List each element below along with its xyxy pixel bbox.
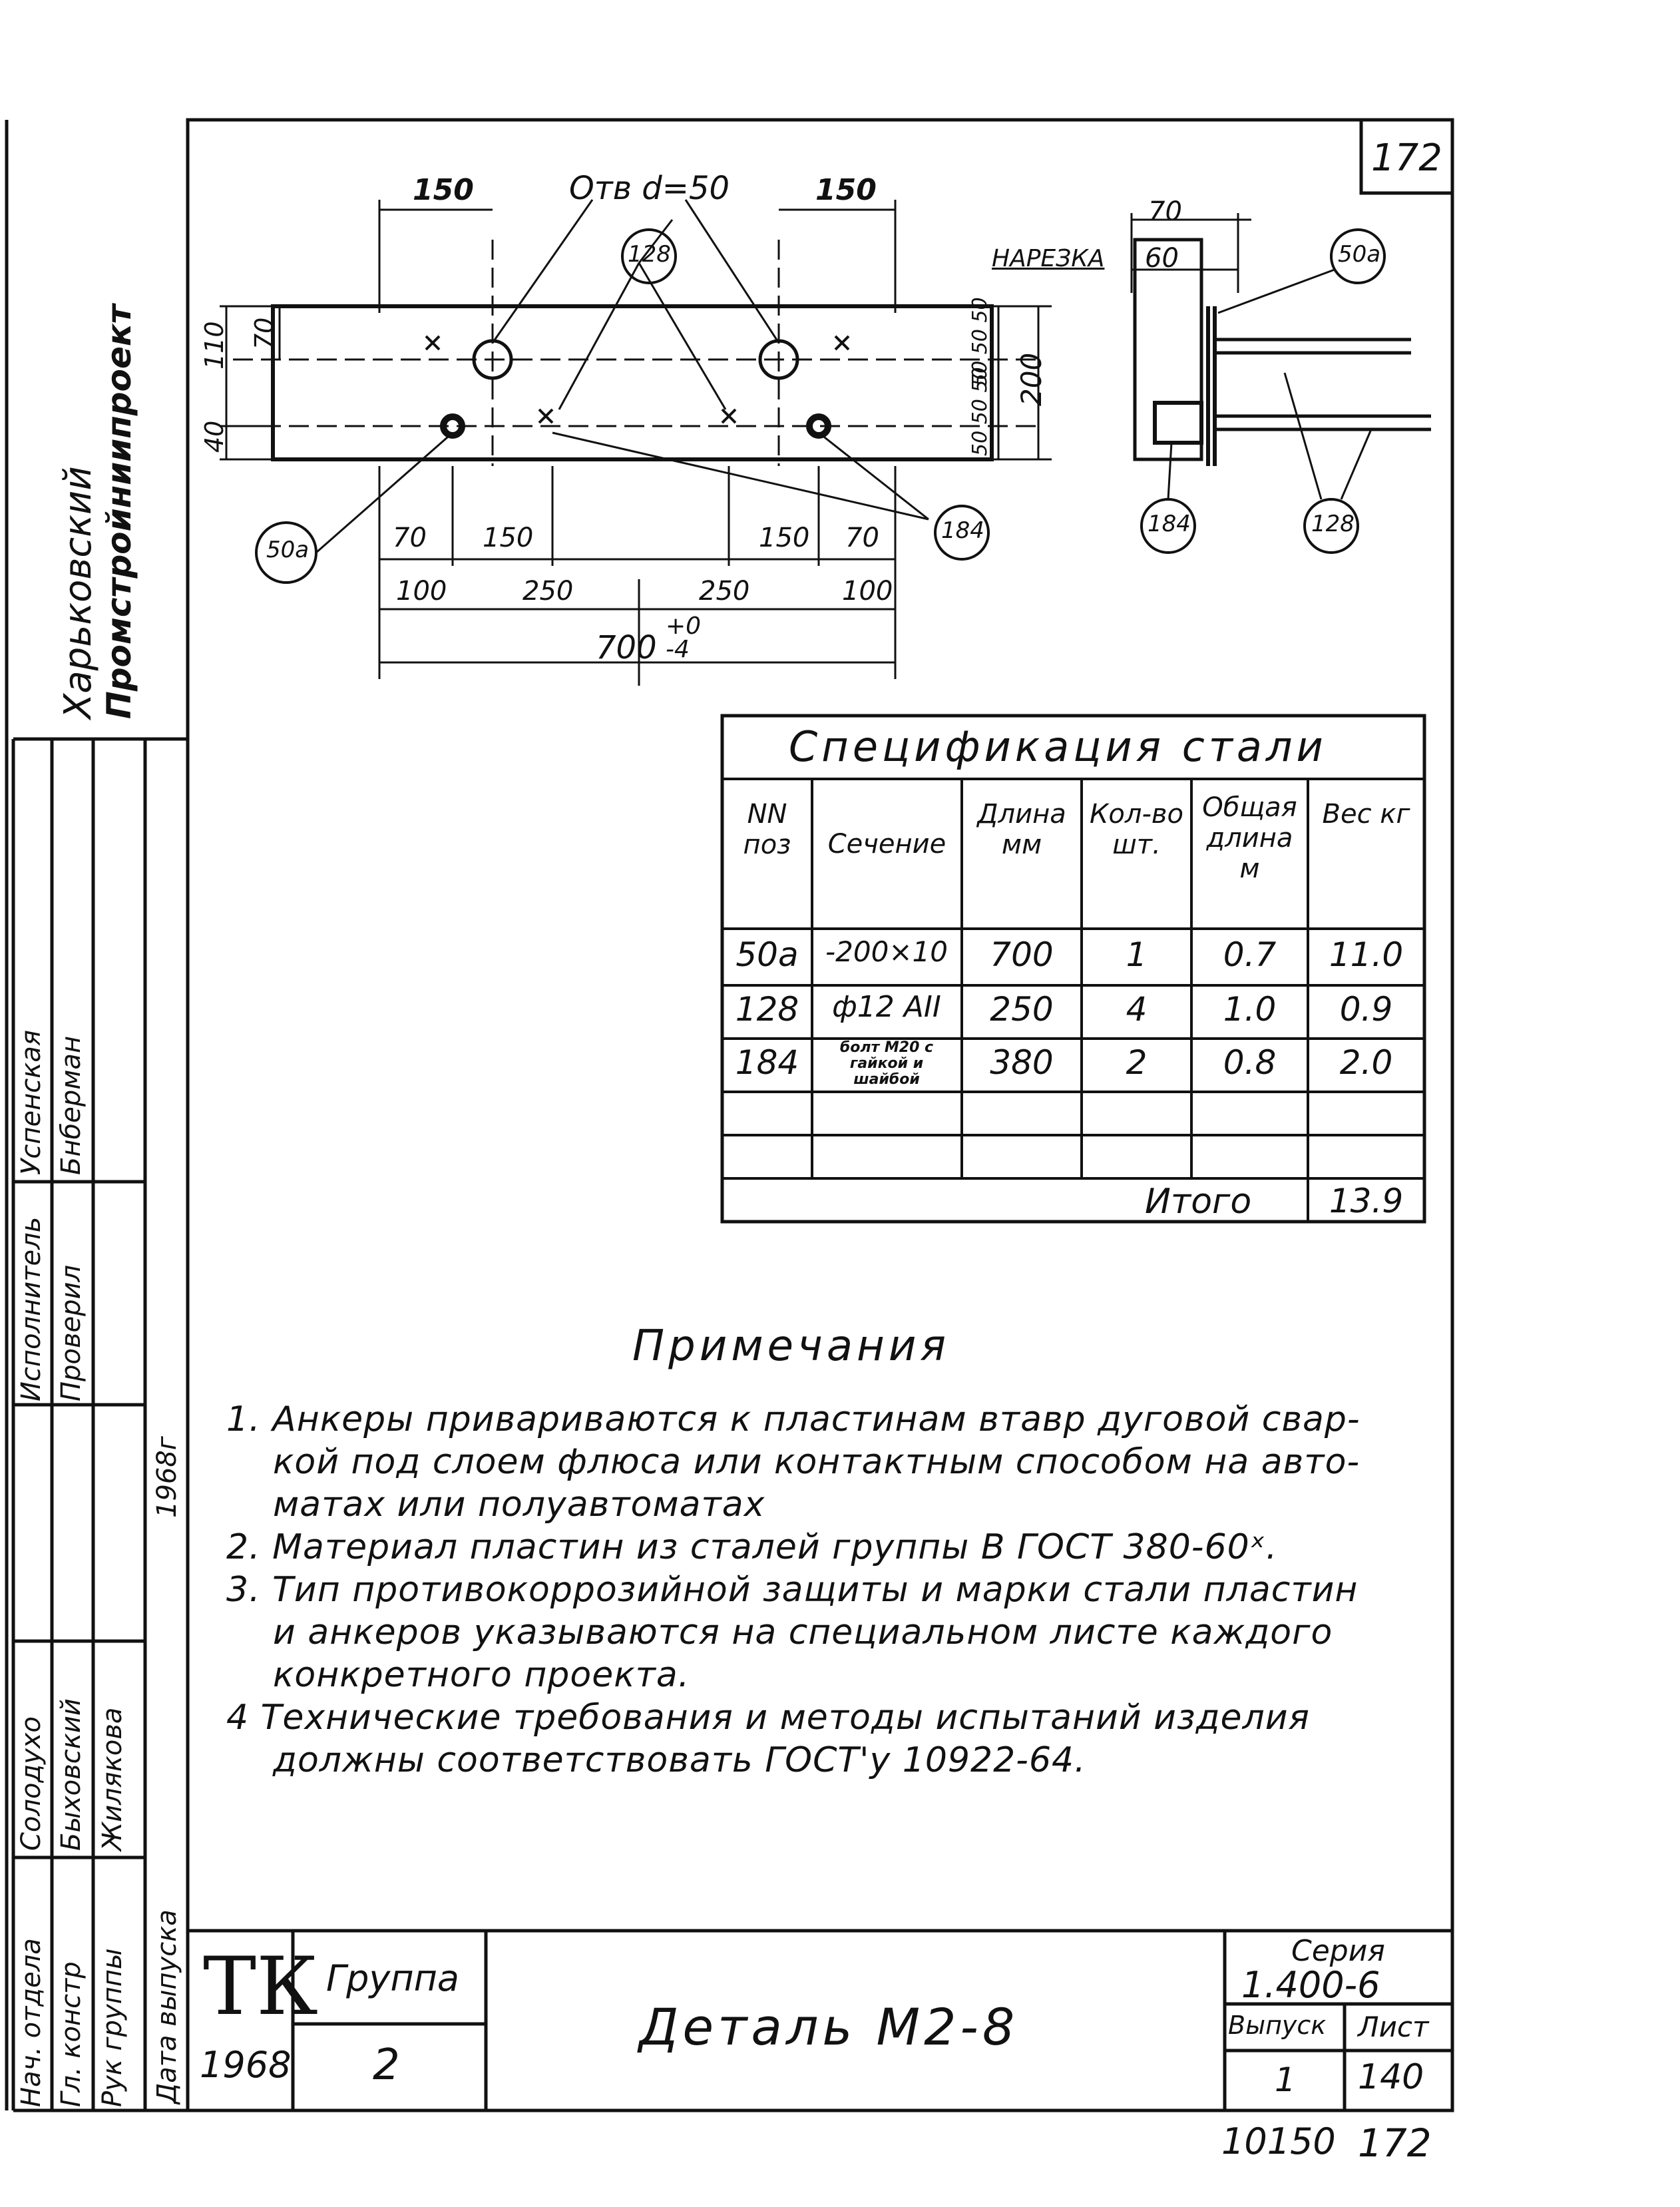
dim-right-stack-bottom: 50 50 50 [968,367,992,456]
stamp-org-2: Промстройниипроект [100,304,138,719]
stamp-year: 1968г [152,1436,182,1518]
spec-r3-qty: 2 [1126,1043,1148,1082]
stamp-role-checker: Проверил [56,1264,87,1401]
spec-r2-pos: 128 [735,990,799,1029]
callout-50a: 50a [266,537,310,563]
dim-holes-label: Отв d=50 [569,170,730,207]
note-line-7: конкретного проекта. [273,1655,690,1695]
tk-logo: ТК [203,1941,318,2033]
spec-r3-length: 380 [990,1043,1054,1082]
dim-bottom1-a: 70 [393,523,427,553]
spec-header-pos: NN поз [743,799,791,860]
spec-header-weight: Вес кг [1322,799,1410,830]
spec-header-qty: Кол-во шт. [1090,799,1183,860]
spec-header-total-length: Общая длина м [1202,792,1297,884]
dim-bottom2-d: 100 [842,576,893,607]
dim-right-height: 200 [1015,352,1048,406]
spec-r1-total-length: 0.7 [1223,935,1277,974]
footer-page: 172 [1358,2120,1432,2166]
note-line-4: 2. Материал пластин из сталей группы B ГОСТ 380-60ˣ. [226,1527,1278,1567]
note-line-9: должны соответствовать ГОСТ'у 10922-64. [273,1740,1086,1780]
group-label: Группа [326,1957,460,1999]
spec-r1-weight: 11.0 [1329,935,1404,974]
note-line-2: кой под слоем флюса или контактным способом на авто- [273,1442,1361,1482]
side-thread-label: НАРЕЗКА [992,245,1105,272]
footer-code: 10150 [1221,2120,1336,2162]
dim-bottom2-a: 100 [396,576,447,607]
series-value: 1.400-6 [1241,1964,1380,2006]
issue-label: Выпуск [1228,2011,1327,2040]
dim-top-left: 150 [413,173,474,207]
dim-left-lower: 40 [200,420,229,453]
stamp-name-5: Бнберман [56,1035,87,1175]
dim-bottom1-c: 150 [759,523,810,553]
spec-r3-section: болт М20 с гайкой и шайбой [839,1039,934,1088]
spec-title: Спецификация стали [789,722,1327,771]
spec-r2-total-length: 1.0 [1223,990,1277,1029]
dim-overall: 700 [596,629,657,666]
spec-r2-section: ф12 АII [832,990,941,1024]
stamp-name-4: Успенская [16,1029,47,1175]
spec-r1-pos: 50a [735,935,799,974]
spec-header-length: Длина мм [977,799,1066,860]
group-value: 2 [373,2041,400,2090]
stamp-release-date: Дата выпуска [152,1909,182,2104]
spec-r3-total-length: 0.8 [1223,1043,1277,1082]
note-line-3: матах или полуавтоматах [273,1485,765,1525]
sheet-label: Лист [1358,2011,1429,2043]
dim-bottom2-c: 250 [699,576,750,607]
dim-right-stack-top: 50 50 50 [968,297,992,386]
side-callout-50a: 50a [1338,241,1381,268]
spec-total-label: Итого [1145,1182,1252,1222]
series-label: Серия [1291,1934,1385,1968]
side-dim-70: 70 [1148,196,1182,227]
dim-bottom2-b: 250 [523,576,574,607]
stamp-name-2: Быховский [56,1698,87,1851]
spec-header-section: Сечение [827,829,946,859]
note-line-8: 4 Технические требования и методы испытаний изделия [226,1698,1310,1738]
stamp-name-3: Жилякова [97,1707,128,1851]
spec-r2-length: 250 [990,990,1054,1029]
callout-128: 128 [628,241,671,268]
stamp-org-1: Харьковский [57,466,100,719]
stamp-role-executor: Исполнитель [16,1216,47,1401]
spec-r1-length: 700 [990,935,1054,974]
dim-left-inner: 70 [250,317,279,350]
stamp-role-head-dept: Нач. отдела [16,1938,47,2107]
spec-r1-qty: 1 [1126,935,1148,974]
detail-title: Деталь М2-8 [639,1997,1019,2057]
dim-top-right: 150 [815,173,877,207]
dim-left-upper: 110 [200,321,229,369]
issue-value: 1 [1275,2061,1296,2099]
spec-total-value: 13.9 [1329,1182,1404,1220]
stamp-name-1: Солодухо [16,1716,47,1851]
note-line-5: 3. Тип противокоррозийной защиты и марки стали пластин [226,1570,1359,1610]
spec-r3-weight: 2.0 [1339,1043,1393,1082]
dim-bottom1-b: 150 [483,523,534,553]
spec-r2-weight: 0.9 [1339,990,1393,1029]
title-year: 1968 [200,2044,292,2086]
spec-r2-qty: 4 [1126,990,1148,1029]
sheet-value: 140 [1358,2057,1424,2097]
callout-184: 184 [941,517,984,544]
notes-heading: Примечания [632,1322,950,1371]
note-line-1: 1. Анкеры привариваются к пластинам втавр дуговой свар- [226,1399,1361,1439]
stamp-role-chief-designer: Гл. констр [56,1961,87,2107]
side-callout-128: 128 [1311,511,1355,537]
spec-r1-section: -200×10 [825,935,948,968]
side-dim-60: 60 [1145,243,1179,274]
dim-overall-tol-upper: +0 [666,613,702,640]
stamp-role-group-lead: Рук группы [97,1948,128,2107]
corner-sheet-number: 172 [1371,136,1442,180]
dim-bottom1-d: 70 [845,523,879,553]
note-line-6: и анкеров указываются на специальном листе каждого [273,1612,1333,1652]
dim-overall-tol-lower: -4 [666,636,690,663]
spec-r3-pos: 184 [735,1043,799,1082]
side-callout-184: 184 [1148,511,1191,537]
